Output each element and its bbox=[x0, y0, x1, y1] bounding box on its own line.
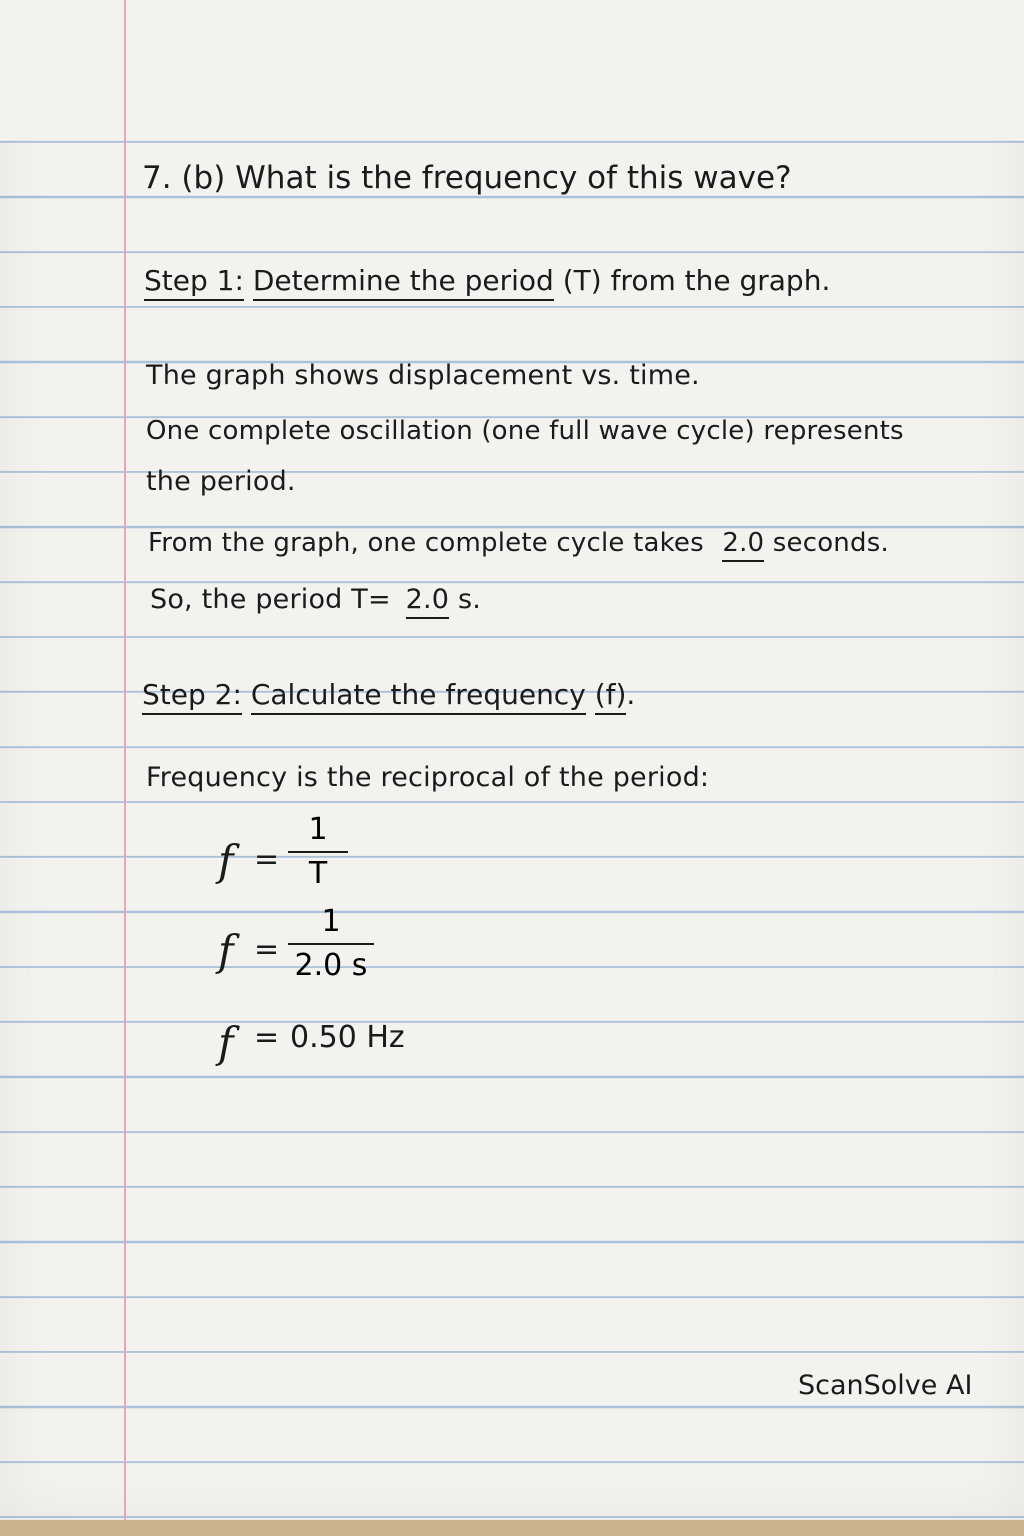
step2-title: Calculate the frequency bbox=[251, 678, 586, 715]
eq1-fraction-bar bbox=[288, 851, 348, 853]
eq3-equals: = bbox=[254, 1020, 280, 1055]
step1-rest: from the graph. bbox=[610, 264, 831, 297]
step2-symbol: (f) bbox=[595, 678, 627, 715]
eq1-f-symbol: f bbox=[218, 836, 234, 885]
eq2-f-symbol: f bbox=[218, 926, 234, 975]
body-line-1: The graph shows displacement vs. time. bbox=[146, 360, 700, 391]
step2-label: Step 2: bbox=[142, 678, 242, 715]
eq1-numerator: 1 bbox=[308, 812, 328, 847]
eq2-numerator: 1 bbox=[321, 904, 341, 939]
step2-period: . bbox=[626, 678, 636, 711]
eq2-equals: = bbox=[254, 932, 280, 967]
eq2-fraction-bar bbox=[288, 943, 374, 945]
body-line-3: the period. bbox=[146, 466, 296, 497]
scansolve-brand: ScanSolve AI bbox=[798, 1370, 973, 1401]
eq2-denominator: 2.0 s bbox=[294, 948, 368, 983]
step1-label: Step 1: bbox=[144, 264, 244, 301]
eq1-denominator: T bbox=[308, 856, 328, 891]
cycle-unit: seconds. bbox=[772, 528, 889, 558]
body-line-4 bbox=[148, 528, 889, 558]
eq3-f-symbol: f bbox=[218, 1018, 234, 1067]
period-text: So, the period T= bbox=[150, 584, 391, 615]
step1-heading bbox=[144, 264, 830, 297]
step1-title: Determine the period bbox=[253, 264, 554, 301]
step1-symbol: (T) bbox=[562, 264, 602, 297]
body-line-2: One complete oscillation (one full wave cycle) represents bbox=[146, 416, 904, 446]
body-line-5 bbox=[150, 584, 481, 615]
eq1-fraction bbox=[288, 812, 348, 892]
frequency-definition: Frequency is the reciprocal of the period: bbox=[146, 762, 710, 793]
eq3-result: 0.50 Hz bbox=[290, 1020, 405, 1055]
cycle-value: 2.0 bbox=[722, 528, 764, 562]
period-value: 2.0 bbox=[406, 584, 450, 619]
margin-line bbox=[124, 0, 126, 1520]
eq1-equals: = bbox=[254, 842, 280, 877]
cycle-text: From the graph, one complete cycle takes bbox=[148, 528, 704, 558]
period-unit: s. bbox=[457, 584, 482, 615]
eq2-fraction bbox=[288, 904, 374, 984]
step2-heading bbox=[142, 678, 635, 711]
question-text: 7. (b) What is the frequency of this wave? bbox=[142, 160, 792, 196]
